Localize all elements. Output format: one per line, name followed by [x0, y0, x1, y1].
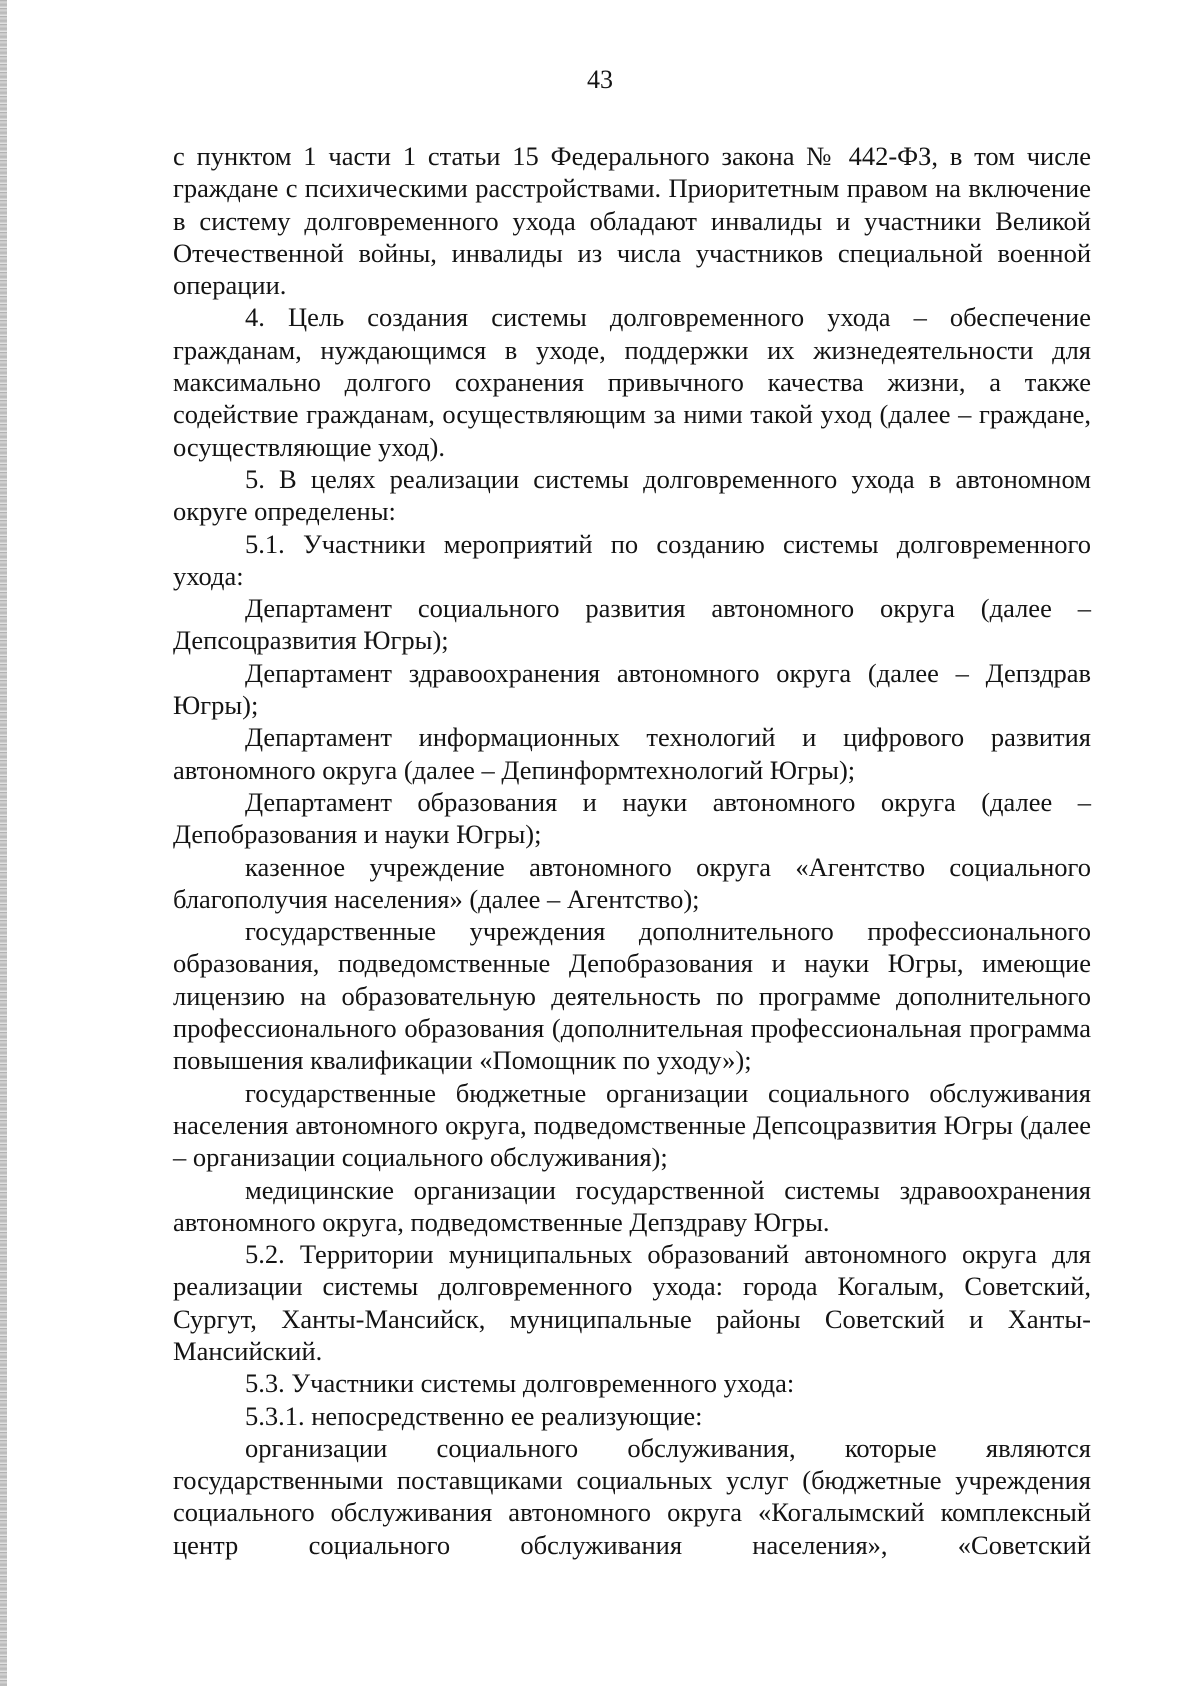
paragraph-item-5-3-1: 5.3.1. непосредственно ее реализующие: [245, 1400, 703, 1431]
paragraph-item-4: 4. Цель создания системы долговременного ухода – обеспечение гражданам, нуждающимся в уходе, поддержки их жизнедеятельности для максимально долгого сохранения привычного качества жизни, а также содействие гражданам, осуществляющим за ними такой уход (далее – граждане, осуществляющие уход). [173, 302, 1091, 462]
list-item-education-institutions: государственные учреждения дополнительного профессионального образования, подведомственные Депобразования и науки Югры, имеющие лицензию на образовательную деятельность по программе дополнительного профессионального образования (дополнительная профессиональная программа повышения квалификации «Помощник по уходу»); [173, 916, 1091, 1076]
paragraph-item-5-2: 5.2. Территории муниципальных образований автономного округа для реализации системы долговременного ухода: города Когалым, Советский, Сургут, Ханты-Мансийск, муниципальные районы Советский и Ханты-Мансийский. [173, 1239, 1091, 1366]
paragraph-item-5-3: 5.3. Участники системы долговременного ухода: [245, 1368, 795, 1399]
list-item-state-providers: организации социального обслуживания, которые являются государственными поставщиками социальных услуг (бюджетные учреждения социального обслуживания автономного округа «Когалымский комплексный центр социального обслуживания населения», «Советский [173, 1432, 1091, 1560]
list-item-agency: казенное учреждение автономного округа «Агентство социального благополучия населения» (далее – Агентство); [173, 851, 1091, 914]
list-item-medical-organizations: медицинские организации государственной системы здравоохранения автономного округа, подведомственные Депздраву Югры. [173, 1174, 1091, 1237]
page-number: 43 [587, 65, 613, 94]
list-item-depobrazovaniya: Департамент образования и науки автономного округа (далее – Депобразования и науки Югры); [173, 786, 1091, 850]
paragraph-item-5-1: 5.1. Участники мероприятий по созданию системы долговременного ухода: [173, 528, 1091, 591]
list-item-social-service-organizations: государственные бюджетные организации социального обслуживания населения автономного округа, подведомственные Депсоцразвития Югры (далее – организации социального обслуживания); [173, 1077, 1091, 1173]
document-body [173, 140, 1091, 1561]
list-item-depsocrazvitiya: Департамент социального развития автономного округа (далее – Депсоцразвития Югры); [173, 593, 1091, 656]
list-item-depzdrav: Департамент здравоохранения автономного округа (далее – Депздрав Югры); [173, 657, 1091, 721]
paragraph-item-5: 5. В целях реализации системы долговременного ухода в автономном округе определены: [173, 463, 1091, 527]
list-item-depinformtech: Департамент информационных технологий и цифрового развития автономного округа (далее – Депинформтехнологий Югры); [173, 722, 1091, 785]
paragraph-continuation: с пунктом 1 части 1 статьи 15 Федерального закона № 442-ФЗ, в том числе граждане с психическими расстройствами. Приоритетным правом на включение в систему долговременного ухода обладают инвалиды и участники Великой Отечественной войны, инвалиды из числа участников специальной военной операции. [173, 141, 1091, 301]
scan-edge [0, 0, 7, 1686]
